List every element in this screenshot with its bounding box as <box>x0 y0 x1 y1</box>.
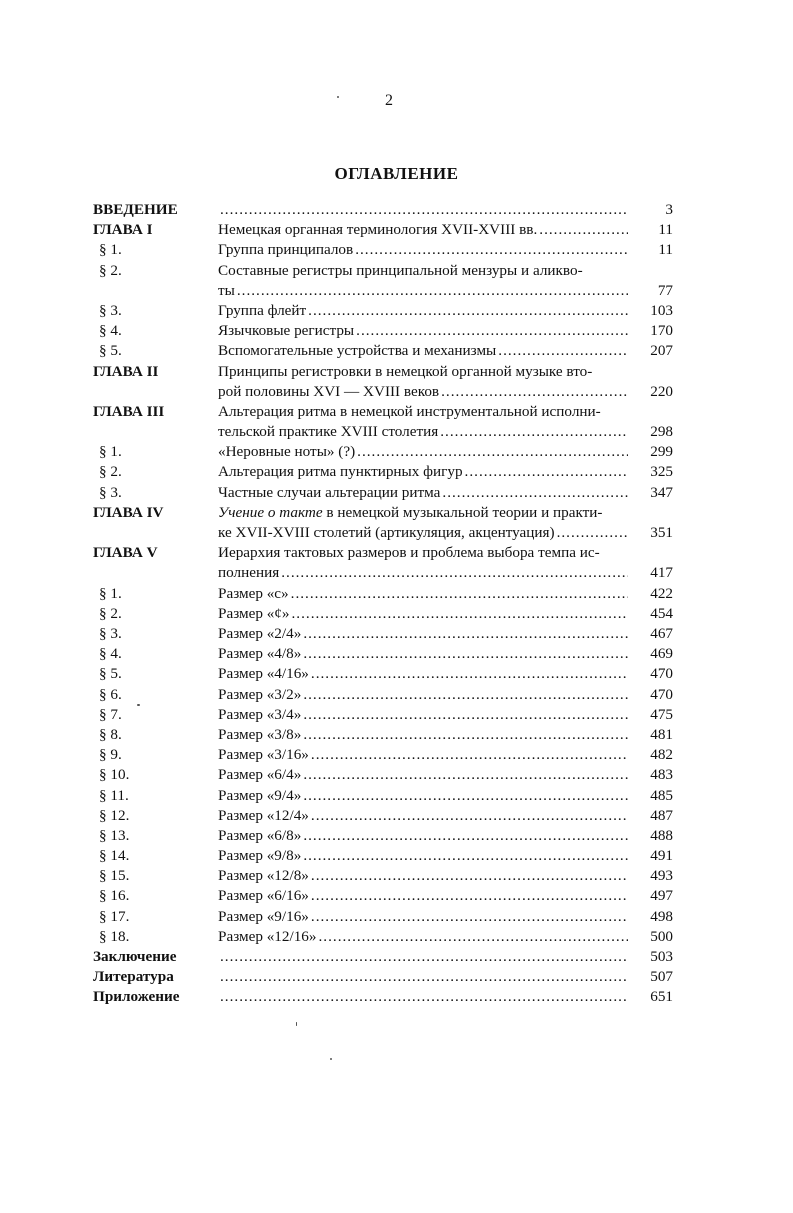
toc-entry-title <box>218 907 628 927</box>
scan-speck <box>330 1058 332 1060</box>
toc-entry-title <box>218 200 628 220</box>
toc-entry <box>93 967 673 987</box>
toc-entry-title-line: Альтерация ритма в немецкой инструментальной исполни- <box>218 402 601 420</box>
toc-entry-label: § 18. <box>99 927 130 945</box>
toc-entry-label: § 1. <box>99 241 122 259</box>
scan-speck <box>296 1022 297 1026</box>
toc-entry-title <box>218 483 628 503</box>
toc-entry-title-line: Размер «¢» <box>218 604 290 622</box>
dot-leader <box>311 886 628 906</box>
toc-entry-title <box>218 866 628 886</box>
toc-entry <box>93 321 673 341</box>
dot-leader <box>311 806 628 826</box>
toc-entry <box>93 240 673 260</box>
dot-leader <box>303 826 628 846</box>
toc-entry-title <box>218 341 628 361</box>
toc-entry <box>93 907 673 927</box>
toc-entry <box>93 745 673 765</box>
toc-entry <box>93 301 673 321</box>
toc-entry-page: 3 <box>665 201 673 218</box>
toc-entry-title-line: Размер «4/8» <box>218 645 302 663</box>
toc-entry <box>93 584 673 604</box>
toc-entry-label: § 8. <box>99 725 122 743</box>
toc-entry-label: § 16. <box>99 887 130 905</box>
toc-entry <box>93 826 673 846</box>
toc-entry-title <box>218 886 628 906</box>
toc-entry-page: 651 <box>650 988 673 1006</box>
toc-entry-title <box>218 806 628 826</box>
toc-entry-page: 481 <box>650 725 673 743</box>
toc-entry <box>93 604 673 624</box>
toc-entry-title <box>218 220 628 240</box>
toc-entry-label: Литература <box>93 968 174 986</box>
toc-entry-page: 493 <box>650 867 673 885</box>
toc-entry-title <box>218 685 628 705</box>
toc-entry <box>93 644 673 664</box>
toc-entry-title <box>218 543 628 583</box>
toc-entry-title <box>218 301 628 321</box>
toc-entry-title <box>218 503 628 543</box>
toc-entry <box>93 987 673 1007</box>
toc-entry-title <box>218 261 628 301</box>
toc-entry-title <box>218 624 628 644</box>
toc-entry-title-line: Размер «4/16» <box>218 665 309 683</box>
toc-entry-title <box>218 987 628 1007</box>
toc-entry-page: 11 <box>658 221 673 239</box>
dot-leader <box>220 987 628 1007</box>
toc-entry <box>93 705 673 725</box>
toc-entry <box>93 765 673 785</box>
dot-leader <box>311 745 628 765</box>
toc-entry-label: § 3. <box>99 625 122 643</box>
toc-entry <box>93 806 673 826</box>
toc-entry <box>93 200 673 220</box>
dot-leader <box>355 240 628 260</box>
toc-entry-page: 500 <box>650 927 673 945</box>
toc-entry <box>93 362 673 402</box>
toc-entry-label: ГЛАВА V <box>93 544 158 562</box>
toc-entry-page: 417 <box>650 564 673 582</box>
toc-entry-title-line: ты <box>218 281 235 299</box>
toc-entry <box>93 341 673 361</box>
table-of-contents <box>93 200 673 1008</box>
toc-entry-title-line: Иерархия тактовых размеров и проблема выбора темпа ис- <box>218 544 600 562</box>
toc-entry-page: 485 <box>650 786 673 804</box>
toc-entry-label: Приложение <box>93 988 180 1006</box>
toc-entry-label: § 1. <box>99 443 122 461</box>
toc-entry-page: 507 <box>650 968 673 986</box>
toc-entry-label: § 5. <box>99 665 122 683</box>
toc-entry-page: 488 <box>650 826 673 844</box>
toc-entry-label: § 9. <box>99 746 122 764</box>
toc-entry-page: 497 <box>650 887 673 905</box>
dot-leader <box>292 604 629 624</box>
toc-entry-label: § 14. <box>99 847 130 865</box>
toc-entry-label: ВВЕДЕНИЕ <box>93 201 178 218</box>
toc-entry-title-line: Вспомогательные устройства и механизмы <box>218 342 497 360</box>
toc-entry-label: § 11. <box>99 786 129 804</box>
dot-leader <box>303 765 628 785</box>
toc-entry <box>93 725 673 745</box>
toc-entry-page: 207 <box>650 342 673 360</box>
toc-entry-label: § 4. <box>99 322 122 340</box>
dot-leader <box>303 786 628 806</box>
toc-entry-page: 77 <box>657 281 673 299</box>
toc-entry-title-line: Альтерация ритма пунктирных фигур <box>218 463 463 481</box>
toc-entry-title-line: Размер «12/4» <box>218 806 309 824</box>
toc-entry-title <box>218 967 628 987</box>
toc-entry-title-line: Частные случаи альтерации ритма <box>218 483 441 501</box>
toc-entry-label: § 7. <box>99 705 122 723</box>
toc-entry-title <box>218 745 628 765</box>
toc-entry-label: ГЛАВА I <box>93 221 153 239</box>
toc-entry <box>93 483 673 503</box>
page-number: 2 <box>385 92 393 109</box>
toc-entry-page: 475 <box>650 705 673 723</box>
dot-leader <box>308 301 628 321</box>
toc-entry <box>93 261 673 301</box>
toc-entry-page: 170 <box>650 322 673 340</box>
toc-entry-page: 298 <box>650 423 673 441</box>
toc-entry <box>93 664 673 684</box>
page-title: ОГЛАВЛЕНИЕ <box>334 164 459 183</box>
toc-entry-title-line: Размер «2/4» <box>218 625 302 643</box>
toc-entry-page: 467 <box>650 625 673 643</box>
toc-entry-label: § 2. <box>99 463 122 481</box>
toc-entry-label: § 3. <box>99 483 122 501</box>
toc-entry-label: § 10. <box>99 766 130 784</box>
toc-entry-title <box>218 644 628 664</box>
toc-entry-title-italic: Учение о такте <box>218 503 323 521</box>
dot-leader <box>303 624 628 644</box>
toc-entry <box>93 685 673 705</box>
toc-entry-label: § 6. <box>99 685 122 703</box>
dot-leader <box>237 281 628 301</box>
toc-entry <box>93 846 673 866</box>
dot-leader <box>220 200 628 220</box>
dot-leader <box>356 321 628 341</box>
toc-entry-page: 503 <box>650 948 673 966</box>
toc-entry-title-line: Размер «12/8» <box>218 867 309 885</box>
dot-leader <box>303 725 628 745</box>
toc-entry-page: 487 <box>650 806 673 824</box>
toc-entry <box>93 866 673 886</box>
toc-entry-title <box>218 604 628 624</box>
toc-entry-title-line: Язычковые регистры <box>218 322 355 340</box>
toc-entry-label: § 13. <box>99 826 130 844</box>
dot-leader <box>291 584 628 604</box>
toc-entry-title <box>218 927 628 947</box>
dot-leader <box>311 907 628 927</box>
toc-entry-page: 299 <box>650 443 673 461</box>
toc-entry <box>93 402 673 442</box>
toc-entry-label: ГЛАВА IV <box>93 503 164 521</box>
dot-leader <box>442 483 628 503</box>
toc-entry-title <box>218 947 628 967</box>
toc-entry-title-line: полнения <box>218 564 280 582</box>
toc-entry-label: § 4. <box>99 645 122 663</box>
toc-entry-title-line: Размер «6/16» <box>218 887 309 905</box>
toc-entry <box>93 927 673 947</box>
toc-entry-label: § 12. <box>99 806 130 824</box>
toc-entry-title <box>218 362 628 402</box>
toc-entry-page: 470 <box>650 685 673 703</box>
toc-entry-label: § 2. <box>99 261 122 279</box>
toc-entry-title-line: Размер «с» <box>218 584 289 602</box>
toc-entry <box>93 886 673 906</box>
scan-speck <box>337 96 339 98</box>
toc-entry-page: 483 <box>650 766 673 784</box>
toc-entry-title <box>218 321 628 341</box>
toc-entry-title-line: Составные регистры принципальной мензуры и аликво- <box>218 261 583 279</box>
toc-entry-title-line: в немецкой музыкальной теории и практи- <box>322 503 603 521</box>
toc-entry-page: 325 <box>650 463 673 481</box>
toc-entry <box>93 442 673 462</box>
toc-entry-page: 470 <box>650 665 673 683</box>
dot-leader <box>303 705 628 725</box>
toc-entry-title-line: ке XVII-XVIII столетий (артикуляция, акцентуация) <box>218 524 555 542</box>
dot-leader <box>465 462 628 482</box>
toc-entry <box>93 543 673 583</box>
toc-entry-label: § 17. <box>99 907 130 925</box>
dot-leader <box>498 341 628 361</box>
toc-entry-label: § 5. <box>99 342 122 360</box>
toc-entry-page: 347 <box>650 483 673 501</box>
toc-entry-title-line: Немецкая органная терминология XVII-XVIII вв. <box>218 221 538 239</box>
toc-entry <box>93 503 673 543</box>
toc-entry-title <box>218 705 628 725</box>
toc-entry-title-line: Размер «6/4» <box>218 766 302 784</box>
toc-entry-title-line: тельской практике XVIII столетия <box>218 423 439 441</box>
dot-leader <box>281 563 628 583</box>
toc-entry-label: Заключение <box>93 948 177 966</box>
dot-leader <box>220 967 628 987</box>
toc-entry-page: 482 <box>650 746 673 764</box>
toc-entry-page: 422 <box>650 584 673 602</box>
toc-entry-title-line: Размер «12/16» <box>218 927 317 945</box>
toc-entry-title-line: Размер «9/4» <box>218 786 302 804</box>
toc-entry <box>93 624 673 644</box>
toc-entry-label: § 15. <box>99 867 130 885</box>
toc-entry-title <box>218 846 628 866</box>
toc-entry-title <box>218 765 628 785</box>
toc-entry-label: ГЛАВА III <box>93 402 165 420</box>
dot-leader <box>557 523 628 543</box>
dot-leader <box>441 382 628 402</box>
toc-entry-title-line: Размер «3/8» <box>218 725 302 743</box>
toc-entry-title-line: Группа принципалов <box>218 241 354 259</box>
dot-leader <box>311 664 628 684</box>
toc-entry-label: § 3. <box>99 301 122 319</box>
toc-entry <box>93 220 673 240</box>
toc-entry-title-line: Группа флейт <box>218 301 307 319</box>
toc-entry-page: 220 <box>650 382 673 400</box>
toc-entry-title-line: Размер «3/16» <box>218 746 309 764</box>
dot-leader <box>440 422 628 442</box>
toc-entry-page: 103 <box>650 301 673 319</box>
dot-leader <box>311 866 628 886</box>
toc-entry <box>93 947 673 967</box>
toc-entry-page: 351 <box>650 524 673 542</box>
toc-entry-title <box>218 240 628 260</box>
toc-entry-page: 454 <box>650 604 673 622</box>
toc-entry-title <box>218 725 628 745</box>
toc-entry-page: 498 <box>650 907 673 925</box>
dot-leader <box>357 442 628 462</box>
dot-leader <box>319 927 629 947</box>
toc-entry-title <box>218 786 628 806</box>
toc-entry-page: 11 <box>658 241 673 259</box>
toc-entry-title-line: рой половины XVI — XVIII веков <box>218 382 440 400</box>
toc-entry <box>93 786 673 806</box>
toc-entry-label: § 2. <box>99 604 122 622</box>
toc-entry-title-line: Размер «6/8» <box>218 826 302 844</box>
toc-entry-title-line: Принципы регистровки в немецкой органной музыке вто- <box>218 362 593 380</box>
toc-entry-page: 491 <box>650 847 673 865</box>
dot-leader <box>539 220 628 240</box>
toc-entry-title <box>218 442 628 462</box>
toc-entry-page: 469 <box>650 645 673 663</box>
toc-entry-title <box>218 664 628 684</box>
toc-entry-title-line: «Неровные ноты» (?) <box>218 443 356 461</box>
dot-leader <box>303 644 628 664</box>
toc-entry-label: ГЛАВА II <box>93 362 159 380</box>
toc-entry-title <box>218 826 628 846</box>
dot-leader <box>303 846 628 866</box>
dot-leader <box>220 947 628 967</box>
toc-entry-title-line: Размер «9/16» <box>218 907 309 925</box>
toc-entry-title-line: Размер «9/8» <box>218 847 302 865</box>
toc-entry-label: § 1. <box>99 584 122 602</box>
dot-leader <box>303 685 628 705</box>
scan-speck <box>137 704 140 706</box>
toc-entry-title <box>218 462 628 482</box>
toc-entry-title <box>218 402 628 442</box>
toc-entry <box>93 462 673 482</box>
toc-entry-title <box>218 584 628 604</box>
toc-entry-title-line: Размер «3/4» <box>218 705 302 723</box>
toc-entry-title-line: Размер «3/2» <box>218 685 302 703</box>
